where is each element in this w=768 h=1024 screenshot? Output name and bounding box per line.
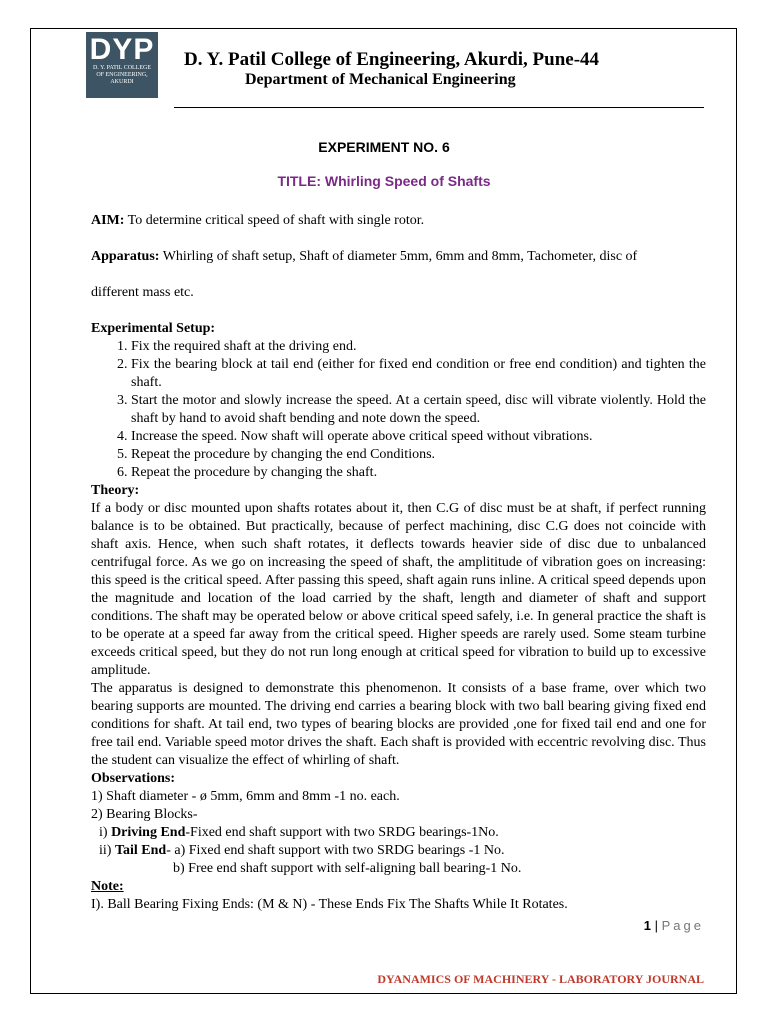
driving-end-label: Driving End xyxy=(111,825,186,840)
note-heading: Note: xyxy=(91,879,124,894)
list-item: 6. Repeat the procedure by changing the shaft. xyxy=(131,464,706,482)
list-item: 2. Fix the bearing block at tail end (either for fixed end condition or free end condition) and tighten the shaft. xyxy=(131,356,706,392)
setup-steps xyxy=(91,338,706,482)
journal-footer: DYANAMICS OF MACHINERY - LABORATORY JOURNAL xyxy=(377,972,704,986)
aim-paragraph xyxy=(91,212,706,230)
obs-text: - a) Fixed end shaft support with two SRDG bearings -1 No. xyxy=(166,843,505,858)
department-name: Department of Mechanical Engineering xyxy=(245,71,516,88)
list-item: 4. Increase the speed. Now shaft will operate above critical speed without vibrations. xyxy=(131,428,706,446)
college-name: D. Y. Patil College of Engineering, Akurdi, Pune-44 xyxy=(184,49,600,70)
list-item: 3. Start the motor and slowly increase the speed. At a certain speed, disc will vibrate violently. Hold the shaft by hand to avoid shaft bending and note down the speed. xyxy=(131,392,706,428)
apparatus-text: Whirling of shaft setup, Shaft of diameter 5mm, 6mm and 8mm, Tachometer, disc of xyxy=(159,249,638,264)
obs-prefix: i) xyxy=(99,825,112,840)
college-logo xyxy=(86,32,158,98)
header-rule xyxy=(174,107,704,108)
logo-line-2: OF ENGINEERING, xyxy=(96,72,148,78)
experiment-title: TITLE: Whirling Speed of Shafts xyxy=(277,173,491,189)
experiment-number: EXPERIMENT NO. 6 xyxy=(318,139,450,155)
apparatus-label: Apparatus: xyxy=(91,249,160,264)
logo-main-text: DYP xyxy=(89,33,155,66)
observation-line-3 xyxy=(91,824,706,842)
observations-heading: Observations: xyxy=(91,771,175,786)
list-item: 5. Repeat the procedure by changing the end Conditions. xyxy=(131,446,706,464)
apparatus-paragraph xyxy=(91,248,706,266)
setup-heading: Experimental Setup: xyxy=(91,321,216,336)
document-body xyxy=(91,320,706,914)
list-item: 1. Fix the required shaft at the driving end. xyxy=(131,338,706,356)
theory-paragraph-1: If a body or disc mounted upon shafts rotates about it, then C.G of disc must be at shaft, if perfect running balance is to be obtained. But practically, because of perfect machining, disc C.G does not coincide with shaft axis. Hence, when such shaft rotates, it deflects towards heavier side of disc due to unbalanced centrifugal force. As we go on increasing the speed of shaft, the amplititude of vibration goes on increasing: this speed is the critical speed. After passing this speed, shaft again runs inline. A critical speed depends upon the magnitude and location of the load carried by the shaft, length and diameter of shaft and support conditions. The shaft may be operated below or above critical speed safely, i.e. In general practice the shaft is to be operate at a speed far away from the critical speed. Higher speeds are rarely used. Some steam turbine exceeds critical speed, but they do not run long enough at critical speed for vibration to build up to excessive amplitude. xyxy=(91,501,706,678)
page-separator: | xyxy=(651,918,662,933)
observation-line-1: 1) Shaft diameter - ø 5mm, 6mm and 8mm -1 no. each. xyxy=(91,789,400,804)
aim-text: To determine critical speed of shaft with single rotor. xyxy=(124,213,425,228)
note-text: I). Ball Bearing Fixing Ends: (M & N) - These Ends Fix The Shafts While It Rotates. xyxy=(91,897,568,912)
aim-label: AIM: xyxy=(91,213,125,228)
observation-line-5: b) Free end shaft support with self-aligning ball bearing-1 No. xyxy=(173,861,522,876)
page-number xyxy=(644,918,704,933)
tail-end-label: Tail End xyxy=(114,843,167,858)
observation-line-2: 2) Bearing Blocks- xyxy=(91,807,198,822)
logo-line-3: AKURDI xyxy=(110,79,134,85)
page-word: Page xyxy=(661,918,704,933)
page-number-value: 1 xyxy=(643,918,652,933)
obs-prefix: ii) xyxy=(99,843,115,858)
theory-paragraph-2: The apparatus is designed to demonstrate this phenomenon. It consists of a base frame, over which two bearing supports are mounted. The driving end carries a bearing block with two ball bearing giving fixed end conditions for shaft. At tail end, two types of bearing blocks are provided ,one for fixed tail end and one for free tail end. Variable speed motor drives the shaft. Each shaft is provided with eccentric revolving disc. Thus the student can visualize the effect of whirling of shaft. xyxy=(91,681,706,768)
theory-heading: Theory: xyxy=(91,483,140,498)
observation-line-4 xyxy=(91,842,706,860)
obs-text: -Fixed end shaft support with two SRDG bearings-1No. xyxy=(185,825,499,840)
logo-line-1: D. Y. PATIL COLLEGE xyxy=(92,65,152,71)
apparatus-continued: different mass etc. xyxy=(91,285,194,300)
